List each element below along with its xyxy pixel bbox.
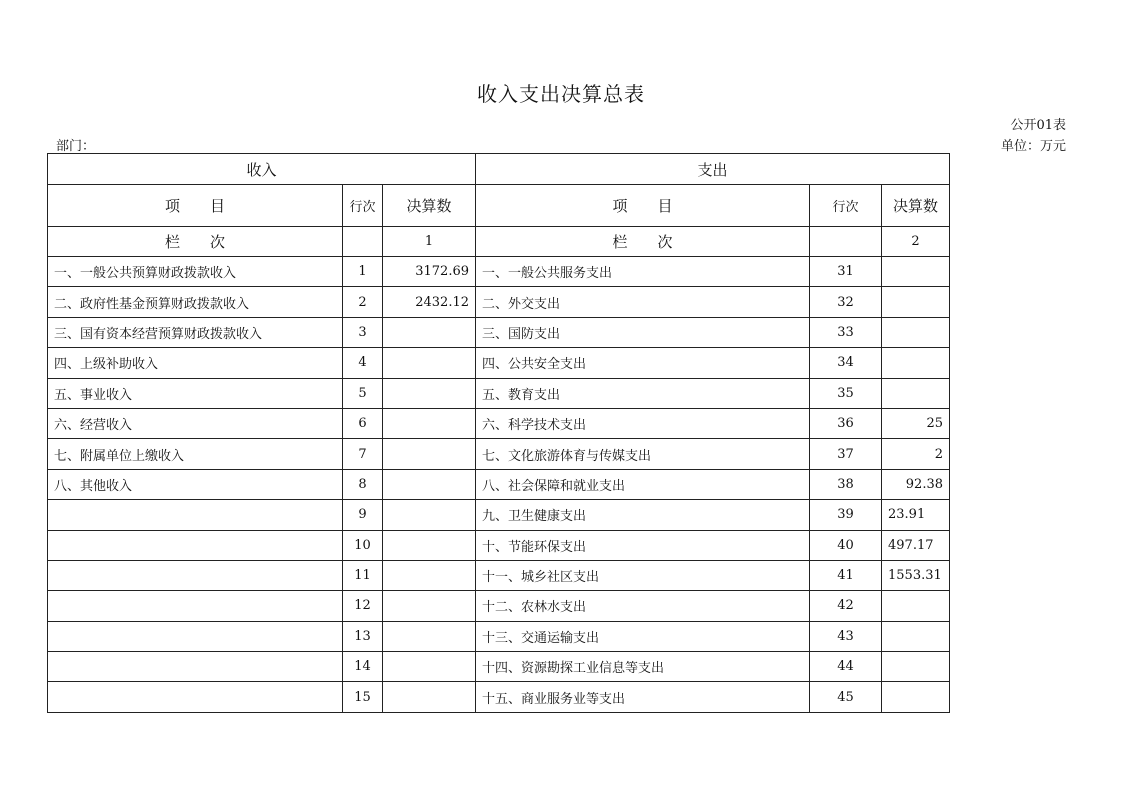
income-item-cell — [48, 652, 343, 682]
expense-amount-cell: 25 — [882, 408, 950, 438]
income-amount-cell — [383, 591, 476, 621]
income-header: 收入 — [48, 154, 476, 185]
column-number-row — [48, 227, 950, 257]
income-line-cell: 15 — [343, 682, 383, 712]
income-line-cell: 14 — [343, 652, 383, 682]
income-line-cell: 6 — [343, 408, 383, 438]
income-item-cell — [48, 500, 343, 530]
table-row — [48, 591, 950, 621]
income-item-cell — [48, 621, 343, 651]
expense-amount-cell: 2 — [882, 439, 950, 469]
income-item-cell: 五、事业收入 — [48, 378, 343, 408]
table-row — [48, 287, 950, 317]
table-row — [48, 652, 950, 682]
expense-item-cell: 三、国防支出 — [476, 317, 810, 347]
income-line-cell: 7 — [343, 439, 383, 469]
income-amount-cell: 2432.12 — [383, 287, 476, 317]
income-item-header: 项 目 — [48, 185, 343, 227]
department-label: 部门： — [56, 139, 96, 154]
expense-line-cell: 43 — [810, 621, 882, 651]
expense-amount-cell: 23.91 — [882, 500, 950, 530]
unit-label: 单位：万元 — [1000, 139, 1066, 154]
income-line-cell: 12 — [343, 591, 383, 621]
income-line-cell: 8 — [343, 469, 383, 499]
income-amount-cell — [383, 439, 476, 469]
income-amount-cell — [383, 682, 476, 712]
income-line-cell: 11 — [343, 560, 383, 590]
income-amount-cell — [383, 408, 476, 438]
income-amount-cell — [383, 560, 476, 590]
expense-item-header: 项 目 — [476, 185, 810, 227]
table-row — [48, 378, 950, 408]
expense-column-label: 栏 次 — [476, 227, 810, 257]
form-number: 公开01表 — [1010, 118, 1066, 133]
expense-item-cell: 五、教育支出 — [476, 378, 810, 408]
expense-line-cell: 33 — [810, 317, 882, 347]
expense-line-cell: 37 — [810, 439, 882, 469]
expense-line-cell: 31 — [810, 257, 882, 287]
income-line-cell: 10 — [343, 530, 383, 560]
expense-amount-cell — [882, 621, 950, 651]
expense-line-cell: 44 — [810, 652, 882, 682]
income-item-cell — [48, 560, 343, 590]
income-amount-cell — [383, 500, 476, 530]
expense-amount-cell — [882, 287, 950, 317]
expense-amount-cell — [882, 257, 950, 287]
expense-item-cell: 十三、交通运输支出 — [476, 621, 810, 651]
expense-amount-cell — [882, 378, 950, 408]
expense-item-cell: 十四、资源勘探工业信息等支出 — [476, 652, 810, 682]
income-amount-cell — [383, 469, 476, 499]
expense-item-cell: 四、公共安全支出 — [476, 348, 810, 378]
expense-amount-cell — [882, 682, 950, 712]
expense-header: 支出 — [476, 154, 950, 185]
income-amount-cell — [383, 317, 476, 347]
expense-item-cell: 十、节能环保支出 — [476, 530, 810, 560]
expense-item-cell: 六、科学技术支出 — [476, 408, 810, 438]
income-item-cell: 七、附属单位上缴收入 — [48, 439, 343, 469]
expense-item-cell: 十一、城乡社区支出 — [476, 560, 810, 590]
expense-amount-cell — [882, 317, 950, 347]
expense-line-cell: 40 — [810, 530, 882, 560]
table-row — [48, 257, 950, 287]
income-amount-cell: 3172.69 — [383, 257, 476, 287]
income-item-cell: 三、国有资本经营预算财政拨款收入 — [48, 317, 343, 347]
table-row — [48, 530, 950, 560]
expense-item-cell: 七、文化旅游体育与传媒支出 — [476, 439, 810, 469]
income-item-cell: 二、政府性基金预算财政拨款收入 — [48, 287, 343, 317]
income-line-header: 行次 — [343, 185, 383, 227]
expense-line-cell: 35 — [810, 378, 882, 408]
income-line-cell: 1 — [343, 257, 383, 287]
income-item-cell: 四、上级补助收入 — [48, 348, 343, 378]
table-row — [48, 682, 950, 712]
section-header-row — [48, 154, 950, 185]
income-line-cell: 5 — [343, 378, 383, 408]
income-item-cell — [48, 530, 343, 560]
expense-amount-cell: 92.38 — [882, 469, 950, 499]
expense-amount-header: 决算数 — [882, 185, 950, 227]
expense-line-cell: 36 — [810, 408, 882, 438]
expense-item-cell: 九、卫生健康支出 — [476, 500, 810, 530]
expense-item-cell: 十五、商业服务业等支出 — [476, 682, 810, 712]
income-line-cell: 2 — [343, 287, 383, 317]
table-row — [48, 408, 950, 438]
table-row — [48, 500, 950, 530]
table-row — [48, 560, 950, 590]
expense-line-cell: 32 — [810, 287, 882, 317]
table-row — [48, 317, 950, 347]
income-item-cell: 八、其他收入 — [48, 469, 343, 499]
expense-line-cell: 38 — [810, 469, 882, 499]
income-amount-header: 决算数 — [383, 185, 476, 227]
expense-item-cell: 二、外交支出 — [476, 287, 810, 317]
expense-column-number: 2 — [882, 227, 950, 257]
expense-line-cell: 42 — [810, 591, 882, 621]
income-item-cell — [48, 682, 343, 712]
income-column-label: 栏 次 — [48, 227, 343, 257]
table-row — [48, 469, 950, 499]
table-row — [48, 439, 950, 469]
expense-line-cell: 41 — [810, 560, 882, 590]
income-amount-cell — [383, 652, 476, 682]
income-item-cell — [48, 591, 343, 621]
expense-line-cell: 34 — [810, 348, 882, 378]
income-amount-cell — [383, 348, 476, 378]
expense-item-cell: 一、一般公共服务支出 — [476, 257, 810, 287]
expense-item-cell: 十二、农林水支出 — [476, 591, 810, 621]
income-line-cell: 9 — [343, 500, 383, 530]
expense-amount-cell — [882, 591, 950, 621]
expense-line-blank — [810, 227, 882, 257]
page-title: 收入支出决算总表 — [477, 82, 645, 106]
expense-line-header: 行次 — [810, 185, 882, 227]
expense-amount-cell: 1553.31 — [882, 560, 950, 590]
table-row — [48, 348, 950, 378]
income-line-cell: 4 — [343, 348, 383, 378]
expense-amount-cell — [882, 652, 950, 682]
table-row — [48, 621, 950, 651]
income-line-blank — [343, 227, 383, 257]
expense-line-cell: 39 — [810, 500, 882, 530]
income-amount-cell — [383, 378, 476, 408]
income-column-number: 1 — [383, 227, 476, 257]
expense-amount-cell — [882, 348, 950, 378]
income-amount-cell — [383, 530, 476, 560]
expense-amount-cell: 497.17 — [882, 530, 950, 560]
income-expense-table — [47, 153, 950, 713]
expense-line-cell: 45 — [810, 682, 882, 712]
income-line-cell: 13 — [343, 621, 383, 651]
column-header-row — [48, 185, 950, 227]
income-item-cell: 一、一般公共预算财政拨款收入 — [48, 257, 343, 287]
expense-item-cell: 八、社会保障和就业支出 — [476, 469, 810, 499]
income-amount-cell — [383, 621, 476, 651]
income-item-cell: 六、经营收入 — [48, 408, 343, 438]
income-line-cell: 3 — [343, 317, 383, 347]
